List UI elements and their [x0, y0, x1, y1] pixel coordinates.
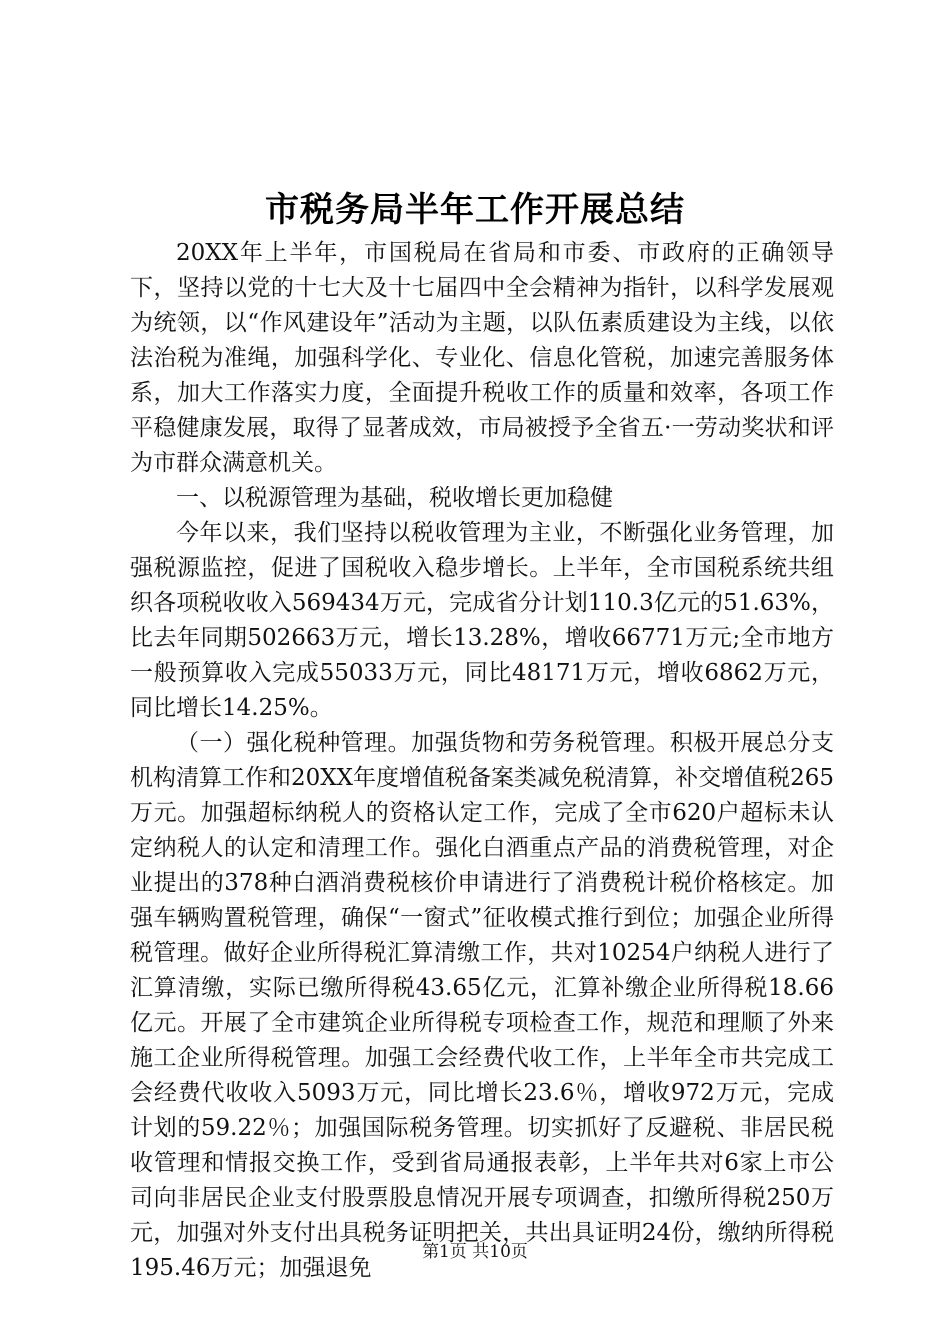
section-heading: 一、以税源管理为基础，税收增长更加稳健 [176, 485, 613, 511]
page-number: 第1页 共10页 [422, 1242, 528, 1262]
paragraph-revenue: 今年以来，我们坚持以税收管理为主业，不断强化业务管理，加强税源监控，促进了国税收入稳步增长。上半年，全市国税系统共组织各项税收收入569434万元，完成省分计划110.3亿元的51.63%，比去年同期502663万元，增长13.28%，增收66771万元;全市地方一般预算收入完成55033万元，同比48171万元，增收6862万元，同比增长14.25%。 [130, 520, 834, 721]
paragraph-tax-management: （一）强化税种管理。加强货物和劳务税管理。积极开展总分支机构清算工作和20XX年度增值税备案类减免税清算，补交增值税265万元。加强超标纳税人的资格认定工作，完成了全市620户超标未认定纳税人的认定和清理工作。强化白酒重点产品的消费税管理，对企业提出的378种白酒消费税核价申请进行了消费税计税价格核定。加强车辆购置税管理，确保“一窗式”征收模式推行到位；加强企业所得税管理。做好企业所得税汇算清缴工作，共对10254户纳税人进行了汇算清缴，实际已缴所得税43.65亿元，汇算补缴企业所得税18.66亿元。开展了全市建筑企业所得税专项检查工作，规范和理顺了外来施工企业所得税管理。加强工会经费代收工作，上半年全市共完成工会经费代收收入5093万元，同比增长23.6％，增收972万元，完成计划的59.22％；加强国际税务管理。切实抓好了反避税、非居民税收管理和情报交换工作，受到省局通报表彰，上半年共对6家上市公司向非居民企业支付股票股息情况开展专项调查，扣缴所得税250万元，加强对外支付出具税务证明把关，共出具证明24份，缴纳所得税195.46万元；加强退免 [130, 730, 834, 1281]
document-body [130, 236, 834, 1286]
paragraph-intro: 20XX年上半年，市国税局在省局和市委、市政府的正确领导下，坚持以党的十七大及十七届四中全会精神为指针，以科学发展观为统领，以“作风建设年”活动为主题，以队伍素质建设为主线，以依法治税为准绳，加强科学化、专业化、信息化管税，加速完善服务体系，加大工作落实力度，全面提升税收工作的质量和效率，各项工作平稳健康发展，取得了显著成效，市局被授予全省五·一劳动奖状和评为市群众满意机关。 [130, 240, 834, 476]
document-title: 市税务局半年工作开展总结 [265, 190, 685, 230]
